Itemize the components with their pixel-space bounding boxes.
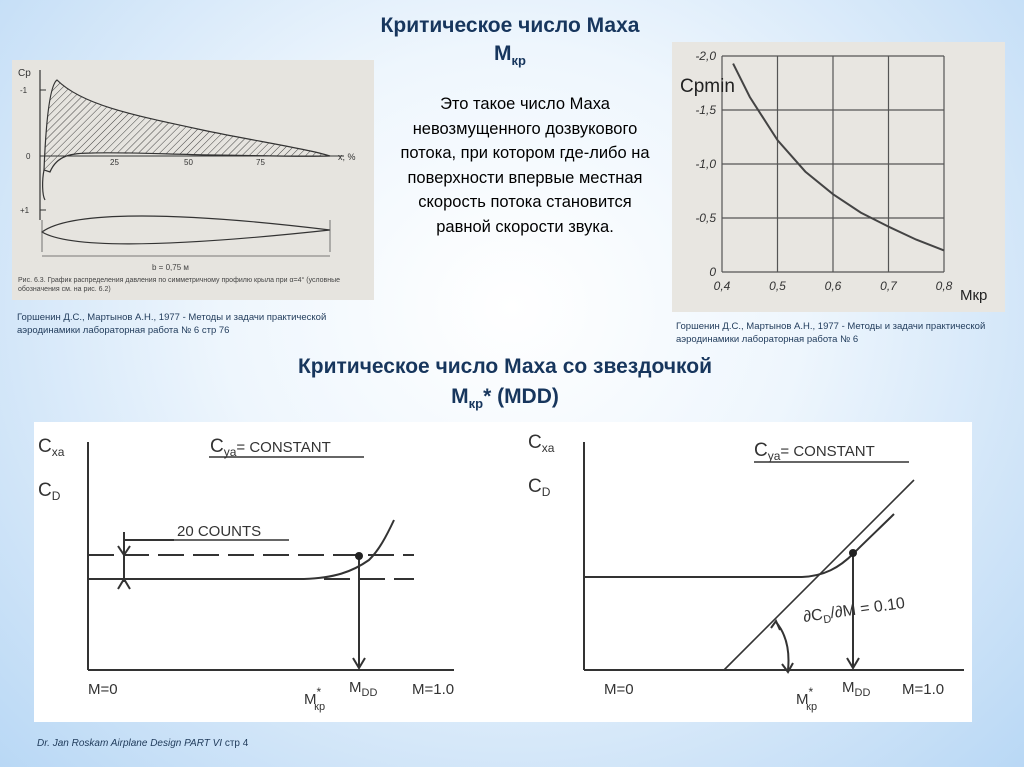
y-tick-0: 0	[26, 152, 31, 161]
x-unit: x, %	[338, 152, 356, 162]
footer-source: Dr. Jan Roskam Airplane Design PART VI стр 4	[37, 738, 249, 749]
y-tick-minus1: -1	[20, 86, 28, 95]
slide-title-line2: $М_{кр}$	[494, 42, 526, 69]
section-title-line2: $М_{кр}*$ (MDD)	[451, 385, 559, 412]
m1-label-right: M=1.0	[902, 681, 945, 698]
section-title-line1: Критическое число Маха со звездочкой	[297, 355, 713, 378]
slope-label: $\partial C_D/\partial M = 0.10$	[802, 594, 907, 627]
m0-label: M=0	[88, 681, 118, 698]
m1-label: M=1.0	[412, 681, 455, 698]
cxa-label: $C_{xa}$	[38, 436, 65, 459]
mkr-star-label: M* кр	[304, 685, 326, 713]
chord-label: b = 0,75 м	[152, 263, 189, 272]
mdd-diagrams-panel	[34, 422, 972, 722]
y-tick-label: -1,5	[695, 103, 716, 117]
x-tick-75: 75	[256, 158, 265, 167]
mdd-label-right: $M_{DD}$	[842, 679, 871, 699]
right-figure-source: Горшенин Д.С., Мартынов А.Н., 1977 - Методы и задачи практической аэродинамики лабораторная работа № 6	[676, 321, 986, 345]
y-tick-plus1: +1	[20, 206, 30, 215]
cd-label-right: $C_D$	[528, 476, 551, 499]
x-tick-label: 0,8	[935, 279, 953, 293]
twenty-counts-label: 20 COUNTS	[177, 523, 262, 540]
x-tick-label: 0,5	[769, 279, 786, 293]
cp-axis-label: Cp	[18, 68, 31, 79]
m0-label-right: M=0	[604, 681, 634, 698]
cxa-label-right: $C_{xa}$	[528, 432, 555, 455]
cya-constant-label-right: $C_{ya}^{= CONSTANT}$	[754, 440, 875, 463]
cpmin-mkr-plot	[672, 42, 1005, 312]
definition-text: Это такое число Маха невозмущенного дозвукового потока, при котором где-либо на поверхности впервые местная скорость потока становится равной скорости звука.	[400, 95, 650, 236]
x-tick-label: 0,7	[880, 279, 897, 293]
x-tick-label: 0,6	[824, 279, 842, 293]
y-tick-label: -1,0	[695, 157, 716, 171]
mdd-label: $M_{DD}$	[349, 679, 378, 699]
x-tick-label: 0,4	[713, 279, 731, 293]
slide-title-line1: Критическое число Маха	[380, 14, 640, 37]
x-tick-25: 25	[110, 158, 119, 167]
section-title	[190, 352, 820, 419]
cpmin-mkr-chart	[672, 42, 1005, 312]
x-tick-50: 50	[184, 158, 193, 167]
mkr-star-label-right: M* кр	[796, 685, 818, 713]
cd-label: $C_D$	[38, 480, 61, 503]
y-tick-label: -0,5	[695, 211, 716, 225]
y-tick-label: -2,0	[695, 49, 716, 63]
mkr-label: Мкр	[960, 287, 988, 304]
y-tick-label: 0	[709, 265, 716, 279]
pressure-distribution-plot	[12, 60, 374, 300]
cpmin-label: Cpmin	[680, 76, 735, 97]
figure-caption: Рис. 6.3. График распределения давления по симметричному профилю крыла при α=4° (условные обозначения см. на рис. 6.2)	[18, 277, 341, 293]
left-figure-source: Горшенин Д.С., Мартынов А.Н., 1977 - Методы и задачи практической аэродинамики лабораторная работа № 6 стр 76	[17, 312, 327, 336]
cya-constant-label: $C_{ya}^{= CONSTANT}$	[210, 436, 331, 459]
pressure-distribution-figure	[12, 60, 374, 300]
mdd-slope-diagram	[514, 422, 974, 722]
mdd-20-counts-diagram	[34, 422, 504, 722]
